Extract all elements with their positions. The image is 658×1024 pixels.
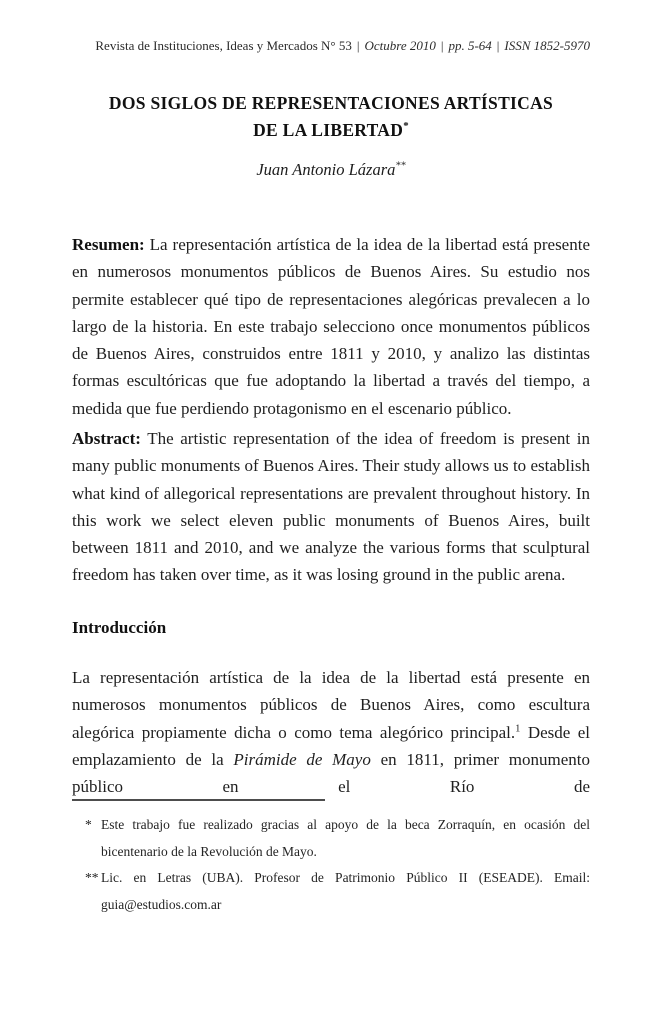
resumen-label: Resumen:: [72, 235, 145, 254]
journal-name: Revista de Instituciones, Ideas y Mercados N° 53: [95, 38, 352, 53]
issue-date: Octubre 2010: [364, 38, 436, 53]
introduction-text-start: La representación artística de la idea de la libertad está presente en numerosos monumentos públicos de Buenos Aires, como escultura alegórica propiamente dicha o como tema alegórico principal.: [72, 668, 590, 742]
introduction-paragraph: [72, 664, 590, 800]
header-separator: |: [356, 38, 360, 53]
journal-header: [72, 38, 590, 54]
footnotes-section: [72, 812, 590, 918]
introduction-text-end: en 1811, primer monumento público en el Río de: [72, 749, 590, 797]
issn: ISSN 1852-5970: [504, 38, 590, 53]
footnote-item: [72, 812, 590, 865]
footnote-marker: **: [85, 870, 99, 885]
author-footnote-marker: **: [395, 160, 406, 172]
paper-title-line1: DOS SIGLOS DE REPRESENTACIONES ARTÍSTICAS: [108, 93, 554, 113]
monument-name-italic: Pirámide de Mayo: [233, 749, 371, 769]
footnote-marker: *: [85, 817, 92, 832]
title-footnote-marker: *: [403, 120, 409, 133]
page-range: pp. 5-64: [448, 38, 492, 53]
footnote-reference-1: 1: [515, 722, 521, 734]
resumen-paragraph: [72, 231, 590, 422]
abstract-label: Abstract:: [72, 429, 141, 448]
author-line: [72, 160, 590, 180]
abstract-text: The artistic representation of the idea of freedom is present in many public monuments of Buenos Aires. Their study allows us to establish what kind of allegorical representations are prevalent throughout history. In this work we select eleven public monuments of Buenos Aires, built between 1811 and 2010, and we analyze the various forms that sculptural freedom has taken over time, as it was losing ground in the public arena.: [72, 429, 590, 585]
footnote-separator-rule: [72, 799, 325, 801]
paper-title: [72, 90, 590, 144]
footnote-text: Este trabajo fue realizado gracias al apoyo de la beca Zorraquín, en ocasión del bicentenario de la Revolución de Mayo.: [101, 817, 590, 859]
header-separator: |: [496, 38, 500, 53]
author-name: Juan Antonio Lázara: [256, 160, 396, 179]
paper-title-line2: DE LA LIBERTAD: [253, 120, 404, 140]
footnote-text: Lic. en Letras (UBA). Profesor de Patrimonio Público II (ESEADE). Email: guia@estudios.com.ar: [101, 870, 590, 912]
resumen-text: La representación artística de la idea de la libertad está presente en numerosos monumentos públicos de Buenos Aires. Su estudio nos permite establecer qué tipo de representaciones alegóricas prevalecen a lo largo de la historia. En este trabajo selecciono once monumentos públicos de Buenos Aires, construidos entre 1811 y 2010, y analizo las distintas formas escultóricas que fue adoptando la libertad a través del tiempo, a medida que fue perdiendo protagonismo en el escenario público.: [72, 235, 590, 418]
header-separator: |: [440, 38, 444, 53]
introduction-text-mid: Desde el emplazamiento de la: [72, 722, 590, 769]
abstract-paragraph: [72, 425, 590, 589]
footnote-item: [72, 865, 590, 918]
introduction-heading: Introducción: [72, 618, 167, 637]
